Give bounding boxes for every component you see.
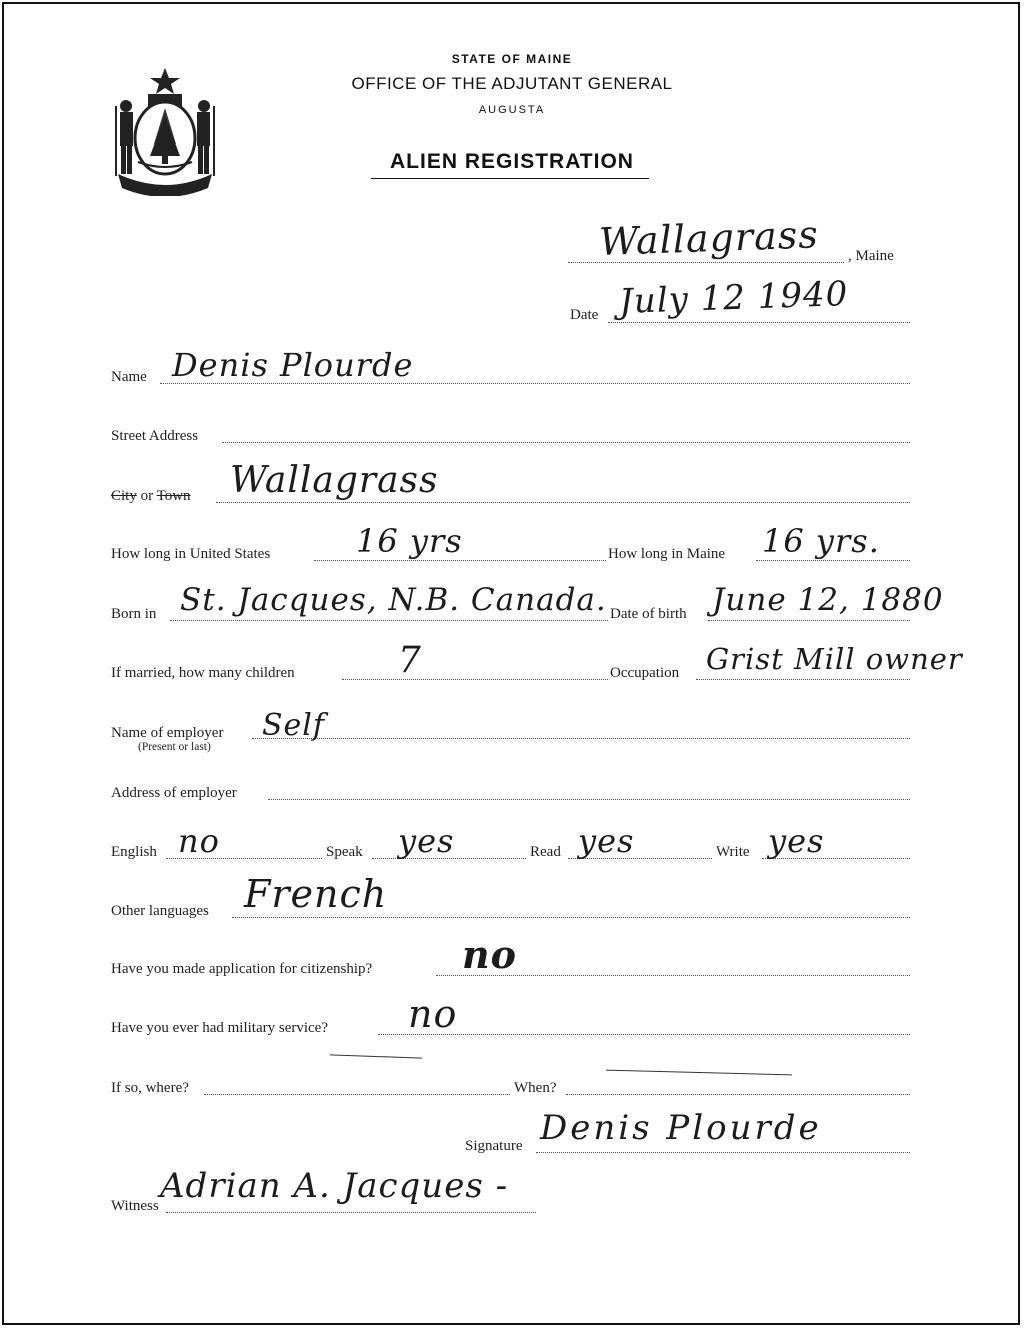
read-label: Read [530, 844, 561, 860]
signature-label: Signature [465, 1138, 523, 1154]
witness-label: Witness [111, 1198, 159, 1214]
city-town-entry[interactable]: Wallagrass [230, 460, 439, 501]
when-line [566, 1094, 910, 1095]
how-long-maine-entry[interactable]: 16 yrs. [762, 522, 880, 560]
header-office: OFFICE OF THE ADJUTANT GENERAL [351, 74, 673, 93]
english-label: English [111, 844, 157, 860]
maine-label: , Maine [848, 248, 894, 264]
seal-motto: MAINE [149, 174, 183, 184]
other-languages-line [232, 917, 910, 918]
employer-entry[interactable]: Self [262, 708, 326, 743]
occupation-line [696, 679, 910, 680]
witness-entry[interactable]: Adrian A. Jacques - [160, 1166, 509, 1206]
signature-entry[interactable]: Denis Plourde [540, 1108, 822, 1148]
military-line [378, 1034, 910, 1035]
if-so-where-label: If so, where? [111, 1080, 189, 1096]
citizenship-entry[interactable]: no [462, 932, 517, 977]
town-struck: Town [156, 488, 191, 504]
how-long-maine-label: How long in Maine [608, 546, 726, 562]
occupation-entry[interactable]: Grist Mill owner [706, 642, 963, 676]
name-entry[interactable]: Denis Plourde [172, 346, 414, 384]
speak-entry[interactable]: yes [398, 822, 455, 860]
header-city: AUGUSTA [478, 104, 546, 116]
occupation-label: Occupation [610, 665, 680, 681]
title-underline [371, 178, 649, 179]
write-entry[interactable]: yes [768, 822, 825, 860]
date-of-birth-entry[interactable]: June 12, 1880 [712, 582, 944, 618]
english-entry[interactable]: no [178, 822, 220, 860]
employer-label: Name of employer [111, 725, 224, 741]
how-long-us-entry[interactable]: 16 yrs [356, 522, 463, 560]
date-of-birth-label: Date of birth [610, 606, 687, 622]
read-entry[interactable]: yes [578, 822, 635, 860]
employer-line [252, 738, 910, 739]
write-label: Write [716, 844, 750, 860]
town-heading-entry[interactable]: Wallagrass [598, 212, 820, 264]
other-languages-label: Other languages [111, 903, 209, 919]
employer-address-label: Address of employer [111, 785, 237, 801]
street-label: Street Address [111, 428, 199, 444]
date-of-birth-line [708, 620, 910, 621]
born-in-label: Born in [111, 606, 157, 622]
city-struck: City [111, 488, 137, 504]
children-entry[interactable]: 7 [398, 640, 422, 681]
date-entry[interactable]: July 12 1940 [618, 274, 849, 322]
witness-line [166, 1212, 536, 1213]
where-line [204, 1094, 510, 1095]
how-long-maine-line [756, 560, 910, 561]
how-long-us-line [314, 560, 606, 561]
speak-label: Speak [326, 844, 363, 860]
children-line [342, 679, 608, 680]
employer-note: (Present or last) [138, 741, 211, 753]
other-languages-entry[interactable]: French [244, 872, 388, 916]
citizenship-label: Have you made application for citizenship? [111, 961, 373, 977]
born-in-line [170, 620, 608, 621]
city-town-line [216, 502, 910, 503]
born-in-entry[interactable]: St. Jacques, N.B. Canada. [180, 582, 607, 618]
military-entry[interactable]: no [408, 992, 458, 1036]
military-label: Have you ever had military service? [111, 1020, 328, 1036]
street-line [222, 442, 910, 443]
or-text: or [136, 488, 157, 504]
employer-address-line [268, 799, 910, 800]
date-label: Date [570, 307, 599, 323]
date-line [608, 322, 910, 323]
name-label: Name [111, 369, 147, 385]
signature-line [536, 1152, 910, 1153]
form-title: ALIEN REGISTRATION [390, 150, 634, 173]
header-state: STATE OF MAINE [451, 52, 573, 66]
when-label: When? [514, 1080, 557, 1096]
married-children-label: If married, how many children [111, 665, 295, 681]
city-town-label [111, 488, 191, 505]
how-long-us-label: How long in United States [111, 546, 271, 562]
